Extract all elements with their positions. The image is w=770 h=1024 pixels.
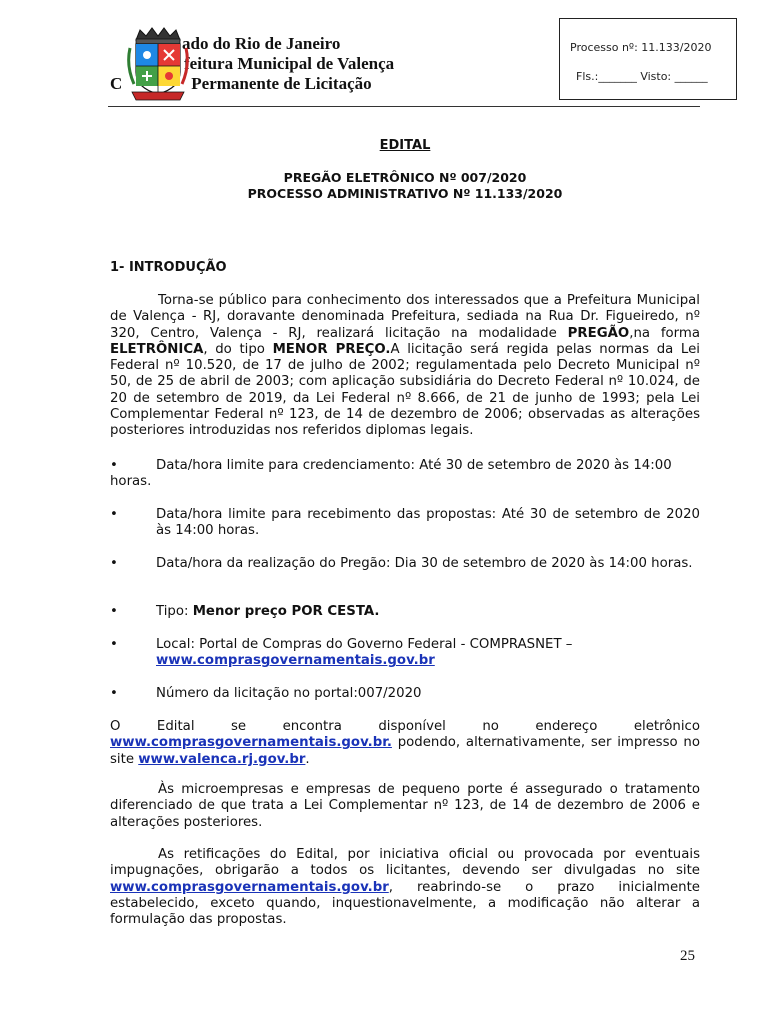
retificacoes-paragraph (110, 847, 700, 928)
process-number: Processo nº: 11.133/2020 (570, 41, 712, 54)
retificacoes-text-2: , reabrindo-se o prazo inicialmente estabelecido, exceto quando, inquestionavelmente, a modificação não alterar a formulação das propostas. (110, 879, 700, 928)
available-text-3: . (305, 751, 310, 767)
header-line3-prefix: C (110, 74, 123, 93)
pregao-title: PREGÃO ELETRÔNICO Nº 007/2020 (283, 170, 527, 185)
bullet-tipo (156, 604, 700, 620)
available-text-1: O Edital se encontra disponível no endereço eletrônico (110, 719, 700, 734)
intro-text-3: , do tipo (203, 341, 273, 357)
crest-icon (126, 26, 190, 102)
processo-title: PROCESSO ADMINISTRATIVO Nº 11.133/2020 (247, 186, 563, 201)
edital-available-paragraph (110, 719, 700, 768)
bullet-recebimento: Data/hora limite para recebimento das propostas: Até 30 de setembro de 2020 às 14:00 horas. (156, 507, 700, 539)
tipo-label: Tipo: (156, 604, 193, 619)
intro-text-1: Torna-se público para conhecimento dos interessados que a Prefeitura Municipal de Valença - RJ, doravante denominada Prefeitura, sediada na Rua Dr. Figueiredo, nº 320, Centro, Valença - RJ, realizará licitação na modalidade (110, 293, 700, 341)
intro-paragraph (110, 293, 700, 440)
bullet-icon: • (110, 686, 118, 701)
bullet-credenciamento-cont: horas. (110, 474, 152, 489)
intro-bold-menor-preco: MENOR PREÇO. (272, 341, 391, 357)
intro-bold-eletronica: ELETRÔNICA (110, 341, 204, 357)
local-text: Local: Portal de Compras do Governo Federal - COMPRASNET – (156, 637, 573, 652)
intro-text-4: A licitação será regida pelas normas da Lei Federal nº 10.520, de 17 de julho de 2002; regulamentada pelo Decreto Municipal nº 50, de 25 de abril de 2003; com aplicação subsidiária do Decreto Federal nº 10.024, de 20 de setembro de 2019, da Lei Federal nº 8.666, de 21 de junho de 1993; pela Lei Complementar Federal nº 123, de 14 de dezembro de 2006; observadas as alterações posteriores introduzidas nos referidos diplomas legais. (110, 341, 700, 439)
header-divider (108, 106, 700, 107)
bullet-numero-licitacao: Número da licitação no portal:007/2020 (156, 686, 422, 701)
process-box (559, 18, 737, 100)
page-number: 25 (680, 948, 695, 964)
microempresas-paragraph: Às microempresas e empresas de pequeno porte é assegurado o tratamento diferenciado de que trata a Lei Complementar nº 123, de 14 de dezembro de 2006 e alterações posteriores. (110, 782, 700, 830)
valenca-link[interactable]: www.valenca.rj.gov.br (138, 751, 306, 767)
retificacoes-text-1: As retificações do Edital, por iniciativa oficial ou provocada por eventuais impugnações, obrigarão a todos os licitantes, devendo ser divulgadas no site (110, 847, 700, 879)
edital-title: EDITAL (379, 138, 431, 153)
bullet-credenciamento: Data/hora limite para credenciamento: Até 30 de setembro de 2020 às 14:00 (156, 458, 672, 473)
intro-text-2: ,na forma (629, 325, 700, 341)
header-line-state: ado do Rio de Janeiro (182, 34, 341, 53)
intro-bold-pregao: PREGÃO (567, 325, 630, 341)
header-line-prefeitura: feitura Municipal de Valença (184, 54, 395, 73)
comprasnet-link[interactable]: www.comprasgovernamentais.gov.br (156, 653, 435, 669)
bullet-icon: • (110, 637, 118, 652)
header-line3-text: Permanente de Licitação (191, 74, 372, 93)
available-text-2: podendo, alternativamente, ser impresso no site (110, 735, 700, 767)
bullet-icon: • (110, 556, 118, 571)
bullet-local (156, 637, 700, 670)
retificacoes-link[interactable]: www.comprasgovernamentais.gov.br (110, 879, 389, 895)
fls-visto: Fls.:_______ Visto: ______ (576, 70, 708, 83)
comprasgov-link[interactable]: www.comprasgovernamentais.gov.br. (110, 735, 392, 751)
tipo-value: Menor preço POR CESTA. (192, 604, 380, 619)
bullet-icon: • (110, 458, 118, 473)
bullet-icon: • (110, 507, 118, 522)
bullet-icon: • (110, 604, 118, 619)
bullet-realizacao: Data/hora da realização do Pregão: Dia 30 de setembro de 2020 às 14:00 horas. (156, 556, 693, 571)
section-title-introducao: 1- INTRODUÇÃO (110, 260, 227, 275)
